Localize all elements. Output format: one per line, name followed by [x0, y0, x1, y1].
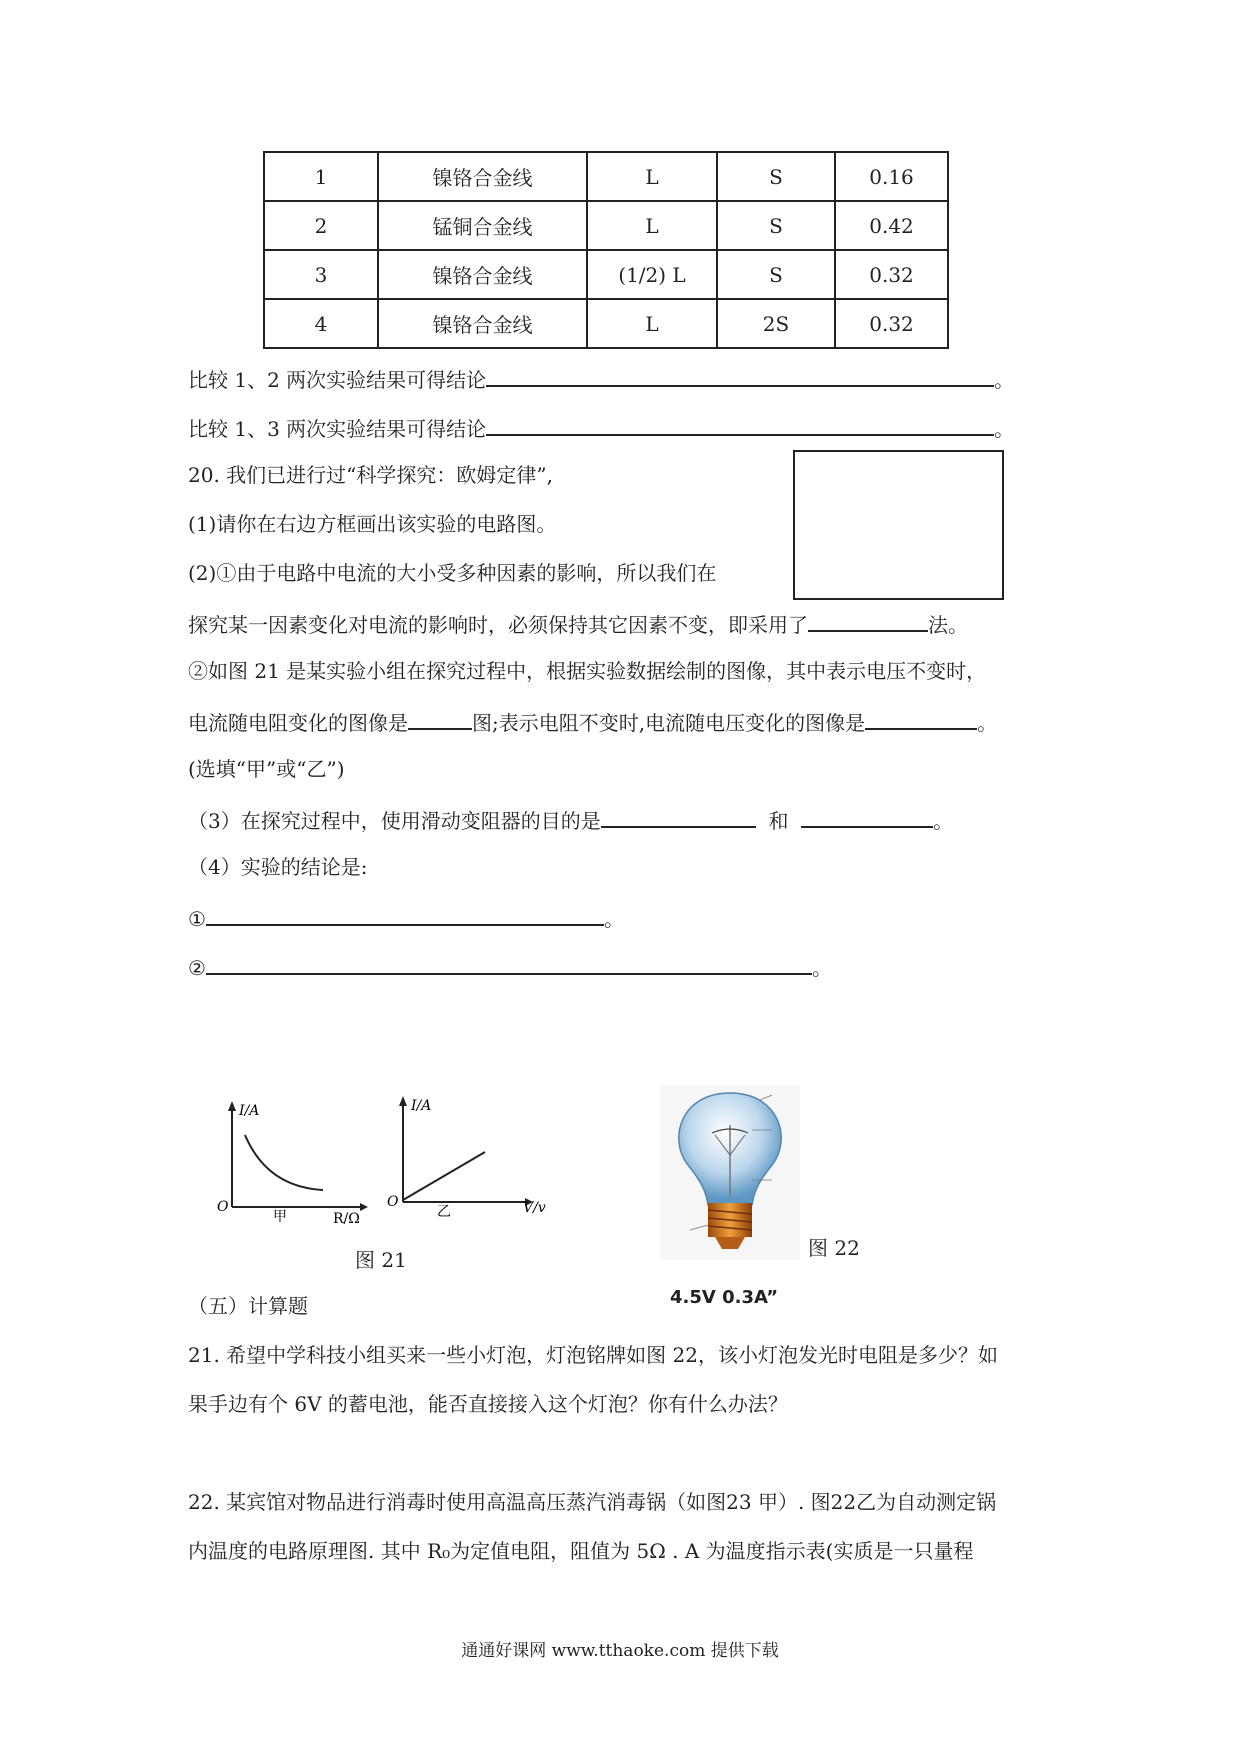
- purpose-blank-1[interactable]: [601, 804, 756, 828]
- method-blank[interactable]: [808, 608, 928, 632]
- graph-jia: [215, 1095, 375, 1225]
- table-cell: S: [717, 250, 835, 299]
- conclusion-blank-2[interactable]: [206, 951, 812, 975]
- yi-name: 乙: [437, 1204, 451, 1220]
- fig21-caption: 图 21: [355, 1248, 407, 1272]
- q20-title: 20. 我们已进行过“科学探究：欧姆定律”,: [188, 463, 553, 487]
- q20-part4: （4）实验的结论是:: [188, 855, 368, 879]
- bulb-rating-label: 4.5V 0.3A”: [670, 1287, 779, 1308]
- answer-blank[interactable]: [486, 363, 994, 387]
- compare-1-2-line: 比较 1、2 两次实验结果可得结论 。: [188, 363, 1014, 394]
- table-cell: L: [587, 201, 717, 250]
- experiment-table: [263, 151, 949, 349]
- q21-line2: 果手边有个 6V 的蓄电池，能否直接接入这个灯泡？你有什么办法？: [188, 1392, 788, 1416]
- table-cell: 3: [264, 250, 378, 299]
- table-cell: 锰铜合金线: [378, 201, 587, 250]
- q20-part2c: ②如图 21 是某实验小组在探究过程中，根据实验数据绘制的图像，其中表示电压不变时，: [188, 659, 987, 683]
- q20-part2e: (选填“甲”或“乙”): [188, 757, 345, 781]
- section-5-heading: （五）计算题: [188, 1294, 308, 1318]
- jia-origin: O: [217, 1199, 229, 1215]
- table-row: [264, 152, 948, 201]
- q20-part1: (1)请你在右边方框画出该实验的电路图。: [188, 512, 557, 536]
- graph-yi: [385, 1090, 555, 1220]
- table-cell: L: [587, 299, 717, 348]
- q22-line1: 22. 某宾馆对物品进行消毒时使用高温高压蒸汽消毒锅（如图23 甲）. 图22乙为自动测定锅: [188, 1490, 997, 1514]
- fig22-caption: 图 22: [808, 1236, 860, 1260]
- yi-xlabel: V/v: [523, 1200, 546, 1216]
- conclusion-2: ② 。: [188, 951, 832, 982]
- yi-origin: O: [387, 1194, 399, 1210]
- answer-blank[interactable]: [486, 412, 994, 436]
- table-cell: S: [717, 152, 835, 201]
- table-cell: 镍铬合金线: [378, 250, 587, 299]
- table-cell: 2S: [717, 299, 835, 348]
- table-cell: 0.42: [835, 201, 948, 250]
- q20-part2a: (2)①由于电路中电流的大小受多种因素的影响，所以我们在: [188, 561, 717, 585]
- purpose-blank-2[interactable]: [801, 804, 933, 828]
- table-row: [264, 299, 948, 348]
- graph-blank-1[interactable]: [408, 706, 472, 730]
- jia-name: 甲: [273, 1209, 287, 1225]
- compare-1-3-line: 比较 1、3 两次实验结果可得结论 。: [188, 412, 1014, 443]
- q20-part2d: 电流随电阻变化的图像是 图;表示电阻不变时,电流随电压变化的图像是 。: [188, 706, 997, 737]
- table-cell: 0.16: [835, 152, 948, 201]
- table-cell: 4: [264, 299, 378, 348]
- table-cell: 镍铬合金线: [378, 299, 587, 348]
- footer-credit: 通通好课网 www.tthaoke.com 提供下载: [461, 1641, 779, 1661]
- conclusion-blank-1[interactable]: [206, 902, 604, 926]
- yi-ylabel: I/A: [411, 1098, 432, 1114]
- jia-ylabel: I/A: [239, 1103, 260, 1119]
- table-cell: 1: [264, 152, 378, 201]
- graph-blank-2[interactable]: [865, 706, 977, 730]
- table-cell: 2: [264, 201, 378, 250]
- linear-line: [403, 1152, 485, 1200]
- table-cell: 0.32: [835, 250, 948, 299]
- table-row: [264, 201, 948, 250]
- q20-part3: （3）在探究过程中，使用滑动变阻器的目的是 和 。: [188, 804, 953, 835]
- jia-xlabel: R/Ω: [333, 1211, 360, 1225]
- table-cell: S: [717, 201, 835, 250]
- inverse-curve: [245, 1135, 323, 1190]
- table-row: [264, 250, 948, 299]
- q20-part2b: 探究某一因素变化对电流的影响时，必须保持其它因素不变，即采用了 法。: [188, 608, 968, 639]
- q21-line1: 21. 希望中学科技小组买来一些小灯泡，灯泡铭牌如图 22，该小灯泡发光时电阻是多少？如: [188, 1343, 998, 1367]
- light-bulb-image: [660, 1085, 800, 1260]
- table-cell: L: [587, 152, 717, 201]
- conclusion-1: ① 。: [188, 902, 624, 933]
- table-cell: 镍铬合金线: [378, 152, 587, 201]
- circuit-drawing-box[interactable]: [793, 450, 1004, 600]
- table-cell: 0.32: [835, 299, 948, 348]
- q22-line2: 内温度的电路原理图. 其中 R₀为定值电阻，阻值为 5Ω . A 为温度指示表(实质是一只量程: [188, 1539, 974, 1563]
- table-cell: (1/2) L: [587, 250, 717, 299]
